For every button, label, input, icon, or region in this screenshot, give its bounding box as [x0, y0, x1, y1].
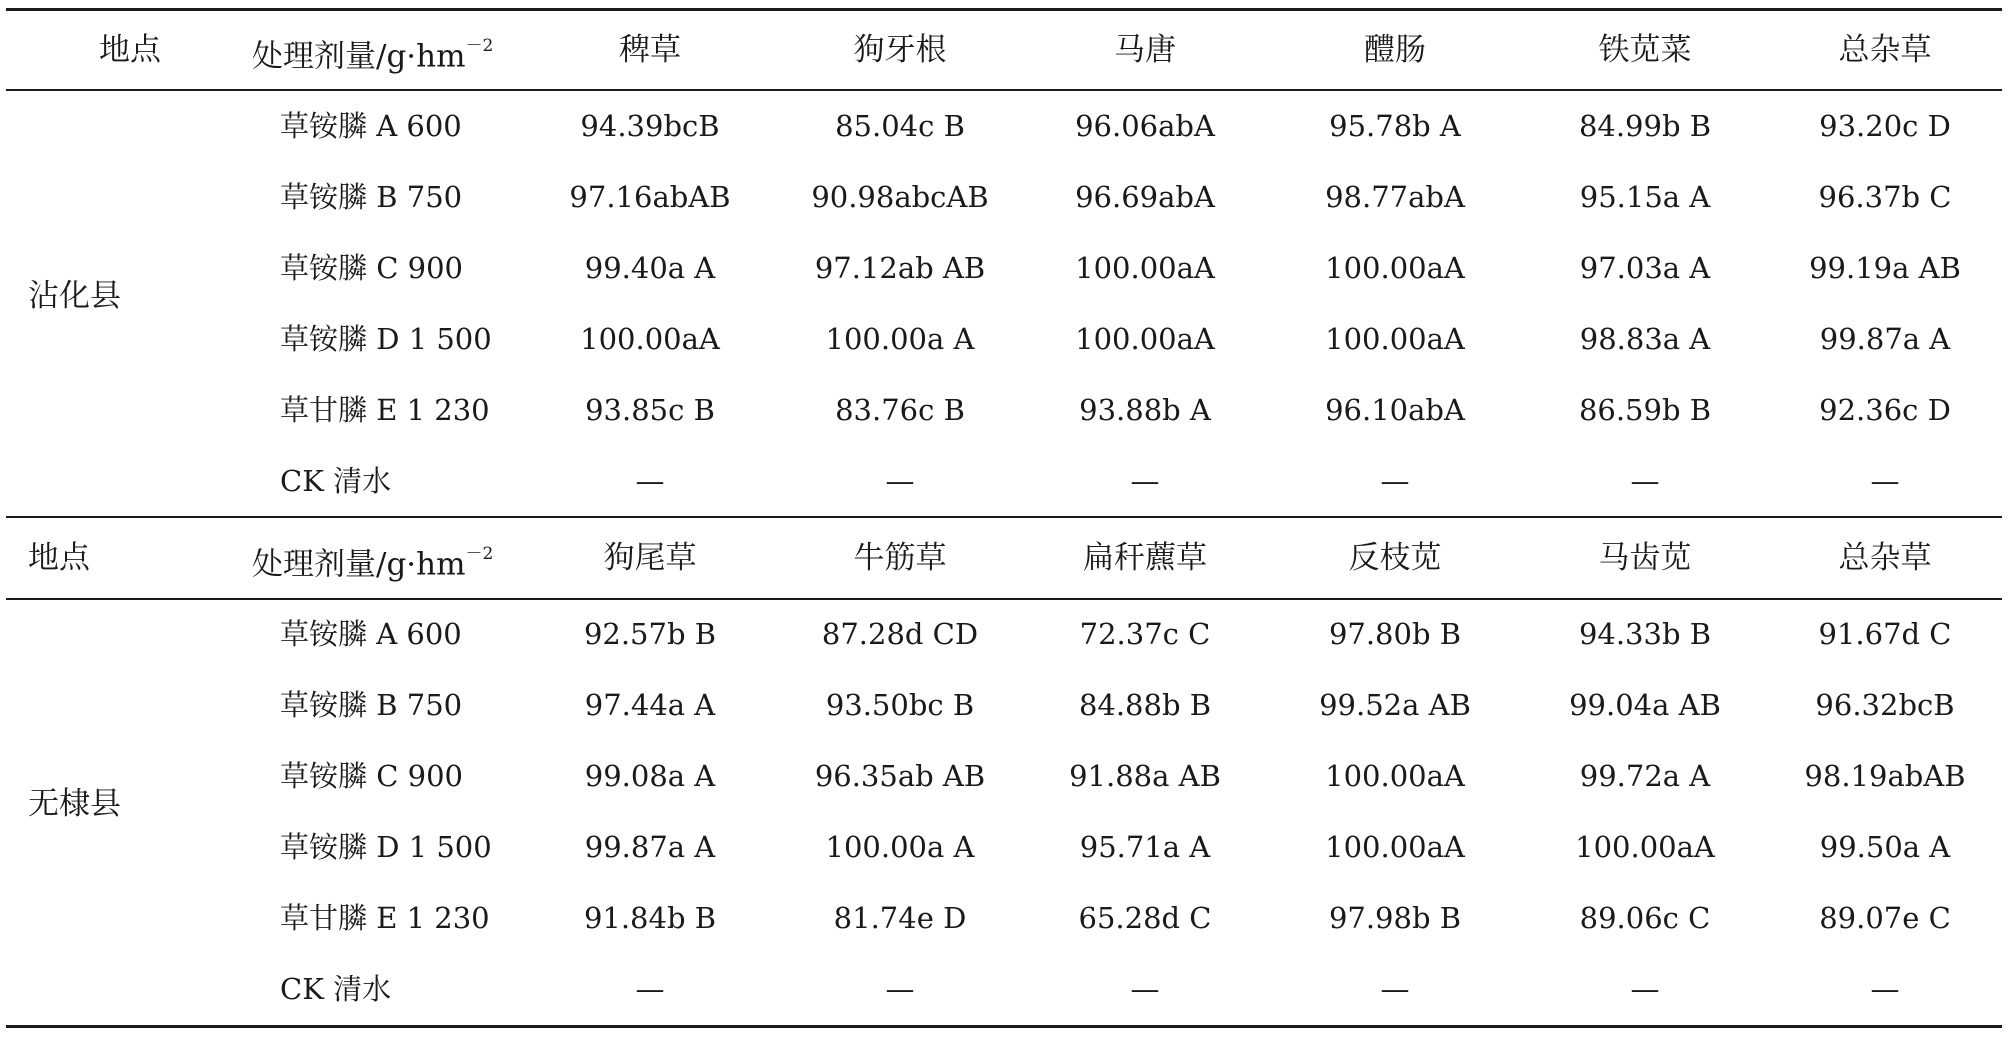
value-cell: 72.37c C [1079, 617, 1211, 651]
value-cell: 96.69abA [1075, 180, 1215, 214]
treatment-cell: 草甘膦 E 1 230 [280, 393, 490, 427]
value-cell: 97.44a A [584, 688, 716, 722]
treatment-cell: CK 清水 [280, 972, 392, 1006]
value-cell: — [635, 464, 665, 498]
value-cell: 100.00aA [1575, 830, 1715, 864]
value-cell: 97.98b B [1328, 901, 1462, 935]
value-cell: 91.84b B [583, 901, 717, 935]
location-name: 无棣县 [28, 786, 121, 822]
value-cell: 100.00aA [1325, 251, 1465, 285]
value-cell: 93.85c B [585, 393, 715, 427]
value-cell: — [885, 464, 915, 498]
header-species: 马齿苋 [1598, 540, 1692, 576]
value-cell: 96.10abA [1325, 393, 1465, 427]
value-cell: 89.06c C [1579, 901, 1711, 935]
value-cell: 84.88b B [1078, 688, 1212, 722]
value-cell: 100.00aA [1075, 322, 1215, 356]
unit-superscript: －2 [465, 544, 494, 564]
value-cell: 99.04a AB [1569, 688, 1721, 722]
value-cell: 85.04c B [835, 109, 965, 143]
value-cell: 90.98abcAB [811, 180, 989, 214]
value-cell: 97.03a A [1579, 251, 1711, 285]
value-cell: 96.06abA [1075, 109, 1215, 143]
value-cell: 99.87a A [584, 830, 716, 864]
value-cell: 99.40a A [584, 251, 716, 285]
header-species: 醴肠 [1364, 32, 1426, 68]
header-treatment: 处理剂量$/g\cdot hm^{-2}$ [252, 544, 494, 583]
value-cell: — [1380, 464, 1410, 498]
treatment-cell: CK 清水 [280, 464, 392, 498]
value-cell: 99.08a A [584, 759, 716, 793]
value-cell: 100.00a A [825, 322, 975, 356]
value-cell: — [1630, 972, 1660, 1006]
header-species: 马唐 [1114, 32, 1176, 68]
treatment-cell: 草铵膦 C 900 [280, 251, 463, 285]
value-cell: — [885, 972, 915, 1006]
header-species: 狗牙根 [853, 32, 947, 68]
value-cell: 99.72a A [1579, 759, 1711, 793]
value-cell: 91.67d C [1818, 617, 1952, 651]
value-cell: 87.28d CD [821, 617, 979, 651]
treatment-cell: 草铵膦 D 1 500 [280, 830, 492, 864]
header-treatment: 处理剂量$/g\cdot hm^{-2}$ [252, 36, 494, 75]
value-cell: 97.16abAB [569, 180, 731, 214]
value-cell: 92.36c D [1819, 393, 1951, 427]
value-cell: 92.57b B [583, 617, 717, 651]
header-species: 铁苋菜 [1598, 32, 1692, 68]
header-species: 扁秆藨草 [1083, 540, 1207, 576]
treatment-cell: 草铵膦 B 750 [280, 180, 463, 214]
value-cell: 100.00a A [825, 830, 975, 864]
value-cell: 99.19a AB [1809, 251, 1961, 285]
value-cell: 100.00aA [580, 322, 720, 356]
value-cell: 95.71a A [1079, 830, 1211, 864]
location-name: 沾化县 [28, 278, 121, 314]
value-cell: 94.33b B [1578, 617, 1712, 651]
value-cell: 98.83a A [1579, 322, 1711, 356]
value-cell: 91.88a AB [1069, 759, 1221, 793]
header-species: 狗尾草 [603, 540, 697, 576]
value-cell: — [1380, 972, 1410, 1006]
table-bottom-rule [6, 1025, 2002, 1028]
value-cell: 97.12ab AB [814, 251, 986, 285]
section-divider-rule [6, 516, 2002, 518]
value-cell: 98.19abAB [1804, 759, 1966, 793]
value-cell: 99.52a AB [1319, 688, 1471, 722]
value-cell: — [1870, 972, 1900, 1006]
value-cell: 97.80b B [1328, 617, 1462, 651]
value-cell: 100.00aA [1325, 830, 1465, 864]
table-top-rule [6, 8, 2002, 11]
value-cell: 65.28d C [1078, 901, 1212, 935]
unit-superscript: －2 [465, 36, 494, 56]
value-cell: 81.74e D [833, 901, 967, 935]
header-species: 牛筋草 [853, 540, 947, 576]
value-cell: 100.00aA [1075, 251, 1215, 285]
value-cell: 84.99b B [1578, 109, 1712, 143]
value-cell: 96.35ab AB [814, 759, 986, 793]
value-cell: 94.39bcB [580, 109, 720, 143]
value-cell: 96.37b C [1818, 180, 1952, 214]
value-cell: 98.77abA [1325, 180, 1465, 214]
value-cell: 99.50a A [1819, 830, 1951, 864]
value-cell: 93.20c D [1819, 109, 1951, 143]
treatment-cell: 草甘膦 E 1 230 [280, 901, 490, 935]
value-cell: 86.59b B [1578, 393, 1712, 427]
value-cell: 93.88b A [1079, 393, 1211, 427]
value-cell: 100.00aA [1325, 759, 1465, 793]
treatment-cell: 草铵膦 C 900 [280, 759, 463, 793]
treatment-cell: 草铵膦 A 600 [280, 617, 462, 651]
header-species: 稗草 [619, 32, 681, 68]
value-cell: 93.50bc B [825, 688, 975, 722]
value-cell: — [1130, 464, 1160, 498]
value-cell: — [1130, 972, 1160, 1006]
value-cell: — [1870, 464, 1900, 498]
treatment-cell: 草铵膦 D 1 500 [280, 322, 492, 356]
value-cell: 83.76c B [835, 393, 965, 427]
treatment-cell: 草铵膦 A 600 [280, 109, 462, 143]
value-cell: 100.00aA [1325, 322, 1465, 356]
header-species: 总杂草 [1838, 32, 1932, 68]
value-cell: 95.78b A [1329, 109, 1461, 143]
header-rule-2 [6, 598, 2002, 600]
value-cell: 99.87a A [1819, 322, 1951, 356]
value-cell: 96.32bcB [1815, 688, 1955, 722]
treatment-cell: 草铵膦 B 750 [280, 688, 463, 722]
header-species: 总杂草 [1838, 540, 1932, 576]
value-cell: 89.07e C [1819, 901, 1951, 935]
value-cell: 95.15a A [1579, 180, 1711, 214]
header-location: 地点 [99, 32, 161, 68]
header-rule-1 [6, 89, 2002, 91]
value-cell: — [1630, 464, 1660, 498]
header-location: 地点 [28, 540, 90, 576]
value-cell: — [635, 972, 665, 1006]
header-species: 反枝苋 [1348, 540, 1442, 576]
